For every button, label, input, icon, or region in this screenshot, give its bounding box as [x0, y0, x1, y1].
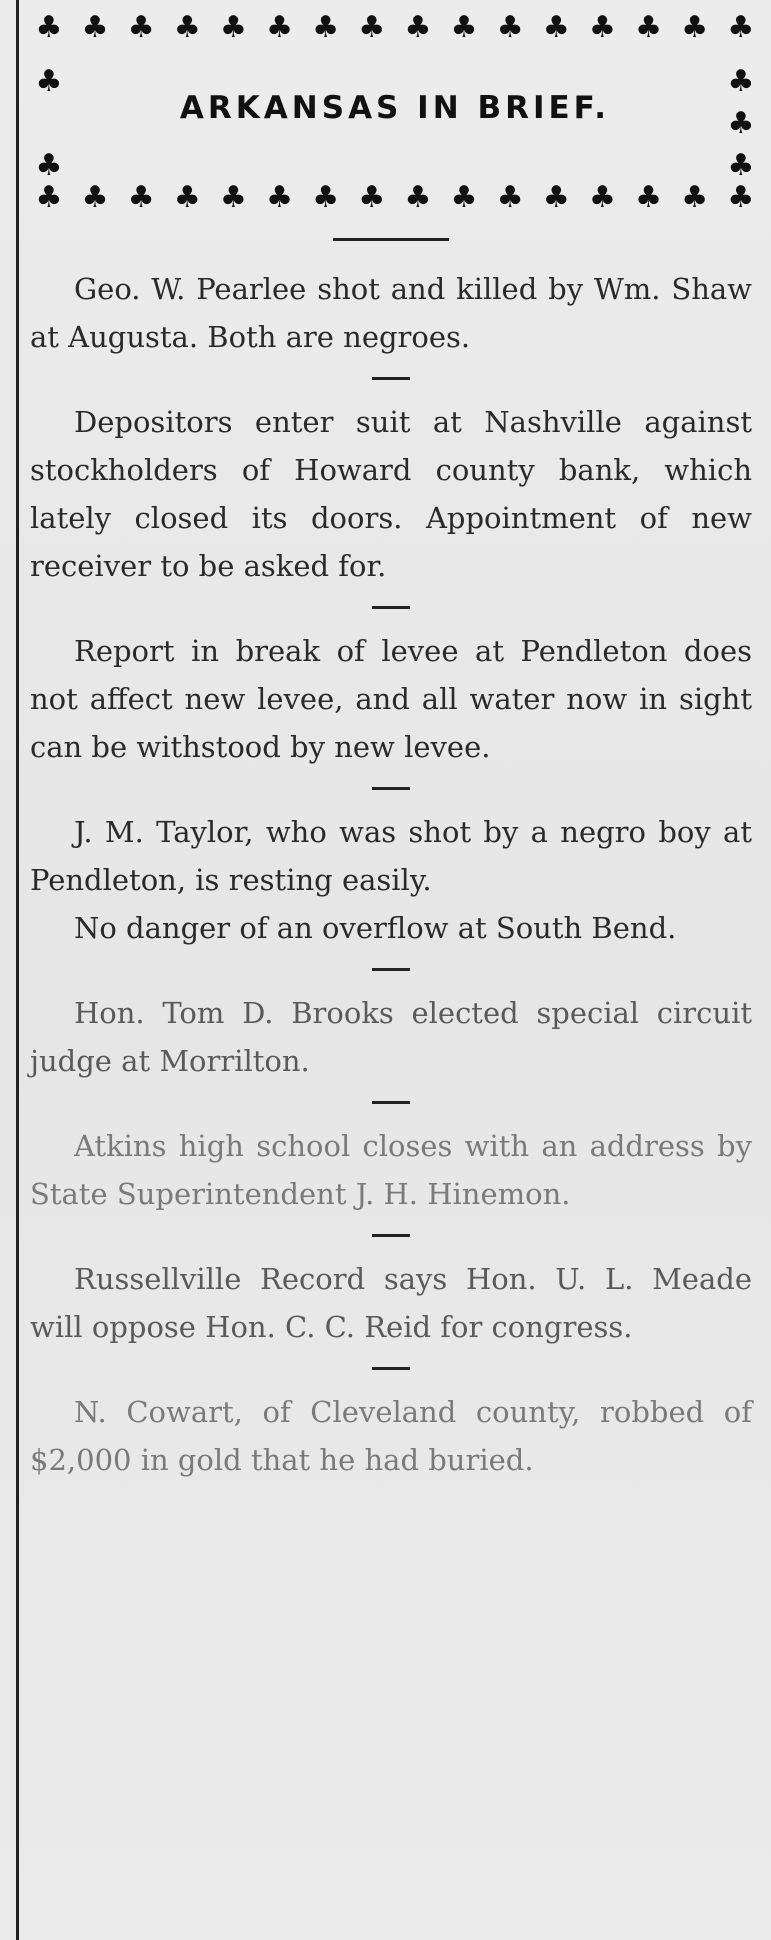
divider [372, 968, 410, 971]
club-ornament-icon: ♣ [358, 180, 386, 215]
ornament-border-bottom [30, 178, 760, 218]
divider [372, 1367, 410, 1370]
club-ornament-icon: ♣ [127, 180, 155, 215]
club-ornament-icon: ♣ [173, 180, 201, 215]
club-ornament-icon: ♣ [35, 10, 63, 45]
news-item: J. M. Taylor, who was shot by a negro boy at Pendleton, is resting easily. [30, 815, 752, 897]
club-ornament-icon: ♣ [727, 64, 755, 99]
news-item: Report in break of levee at Pendleton does not affect new levee, and all water now in sight can be withstood by new levee. [30, 634, 752, 764]
club-ornament-icon: ♣ [635, 180, 663, 215]
club-ornament-icon: ♣ [496, 180, 524, 215]
club-ornament-icon: ♣ [35, 148, 63, 183]
divider [372, 377, 410, 380]
club-ornament-icon: ♣ [220, 10, 247, 45]
club-ornament-icon: ♣ [220, 180, 247, 215]
club-ornament-icon: ♣ [496, 10, 524, 45]
club-ornament-icon: ♣ [681, 10, 709, 45]
headline-box [30, 8, 760, 218]
news-item: Depositors enter suit at Nashville against stockholders of Howard county bank, which lately closed its doors. Appointment of new receiver to be asked for. [30, 405, 752, 583]
club-ornament-icon: ♣ [727, 148, 755, 183]
club-ornament-icon: ♣ [404, 180, 432, 215]
news-item: N. Cowart, of Cleveland county, robbed of $2,000 in gold that he had buried. [30, 1395, 752, 1477]
club-ornament-icon: ♣ [589, 10, 616, 45]
club-ornament-icon: ♣ [542, 180, 570, 215]
news-items [30, 238, 752, 1484]
ornament-border-top [30, 8, 760, 48]
club-ornament-icon: ♣ [589, 180, 616, 215]
divider [333, 238, 449, 241]
divider [372, 1101, 410, 1104]
divider [372, 787, 410, 790]
news-item: Geo. W. Pearlee shot and killed by Wm. Shaw at Augusta. Both are negroes. [30, 272, 752, 354]
club-ornament-icon: ♣ [404, 10, 432, 45]
club-ornament-icon: ♣ [127, 10, 155, 45]
club-ornament-icon: ♣ [173, 10, 201, 45]
column-rule [16, 0, 19, 1940]
news-item: Russellville Record says Hon. U. L. Meade will oppose Hon. C. C. Reid for congress. [30, 1262, 752, 1344]
club-ornament-icon: ♣ [450, 180, 478, 215]
club-ornament-icon: ♣ [266, 10, 294, 45]
club-ornament-icon: ♣ [35, 64, 63, 99]
club-ornament-icon: ♣ [358, 10, 386, 45]
club-ornament-icon: ♣ [81, 10, 109, 45]
club-ornament-icon: ♣ [727, 106, 755, 141]
club-ornament-icon: ♣ [727, 180, 755, 215]
club-ornament-icon: ♣ [681, 180, 709, 215]
club-ornament-icon: ♣ [312, 10, 340, 45]
page-title: ARKANSAS IN BRIEF. [179, 90, 611, 126]
news-item: No danger of an overflow at South Bend. [74, 911, 677, 945]
divider [372, 1234, 410, 1237]
club-ornament-icon: ♣ [81, 180, 109, 215]
club-ornament-icon: ♣ [312, 180, 340, 215]
divider [372, 606, 410, 609]
news-item: Atkins high school closes with an address by State Superintendent J. H. Hinemon. [30, 1129, 752, 1211]
club-ornament-icon: ♣ [727, 10, 755, 45]
club-ornament-icon: ♣ [35, 180, 63, 215]
news-item: Hon. Tom D. Brooks elected special circuit judge at Morrilton. [30, 996, 752, 1078]
club-ornament-icon: ♣ [635, 10, 663, 45]
club-ornament-icon: ♣ [450, 10, 478, 45]
club-ornament-icon: ♣ [266, 180, 294, 215]
club-ornament-icon: ♣ [542, 10, 570, 45]
